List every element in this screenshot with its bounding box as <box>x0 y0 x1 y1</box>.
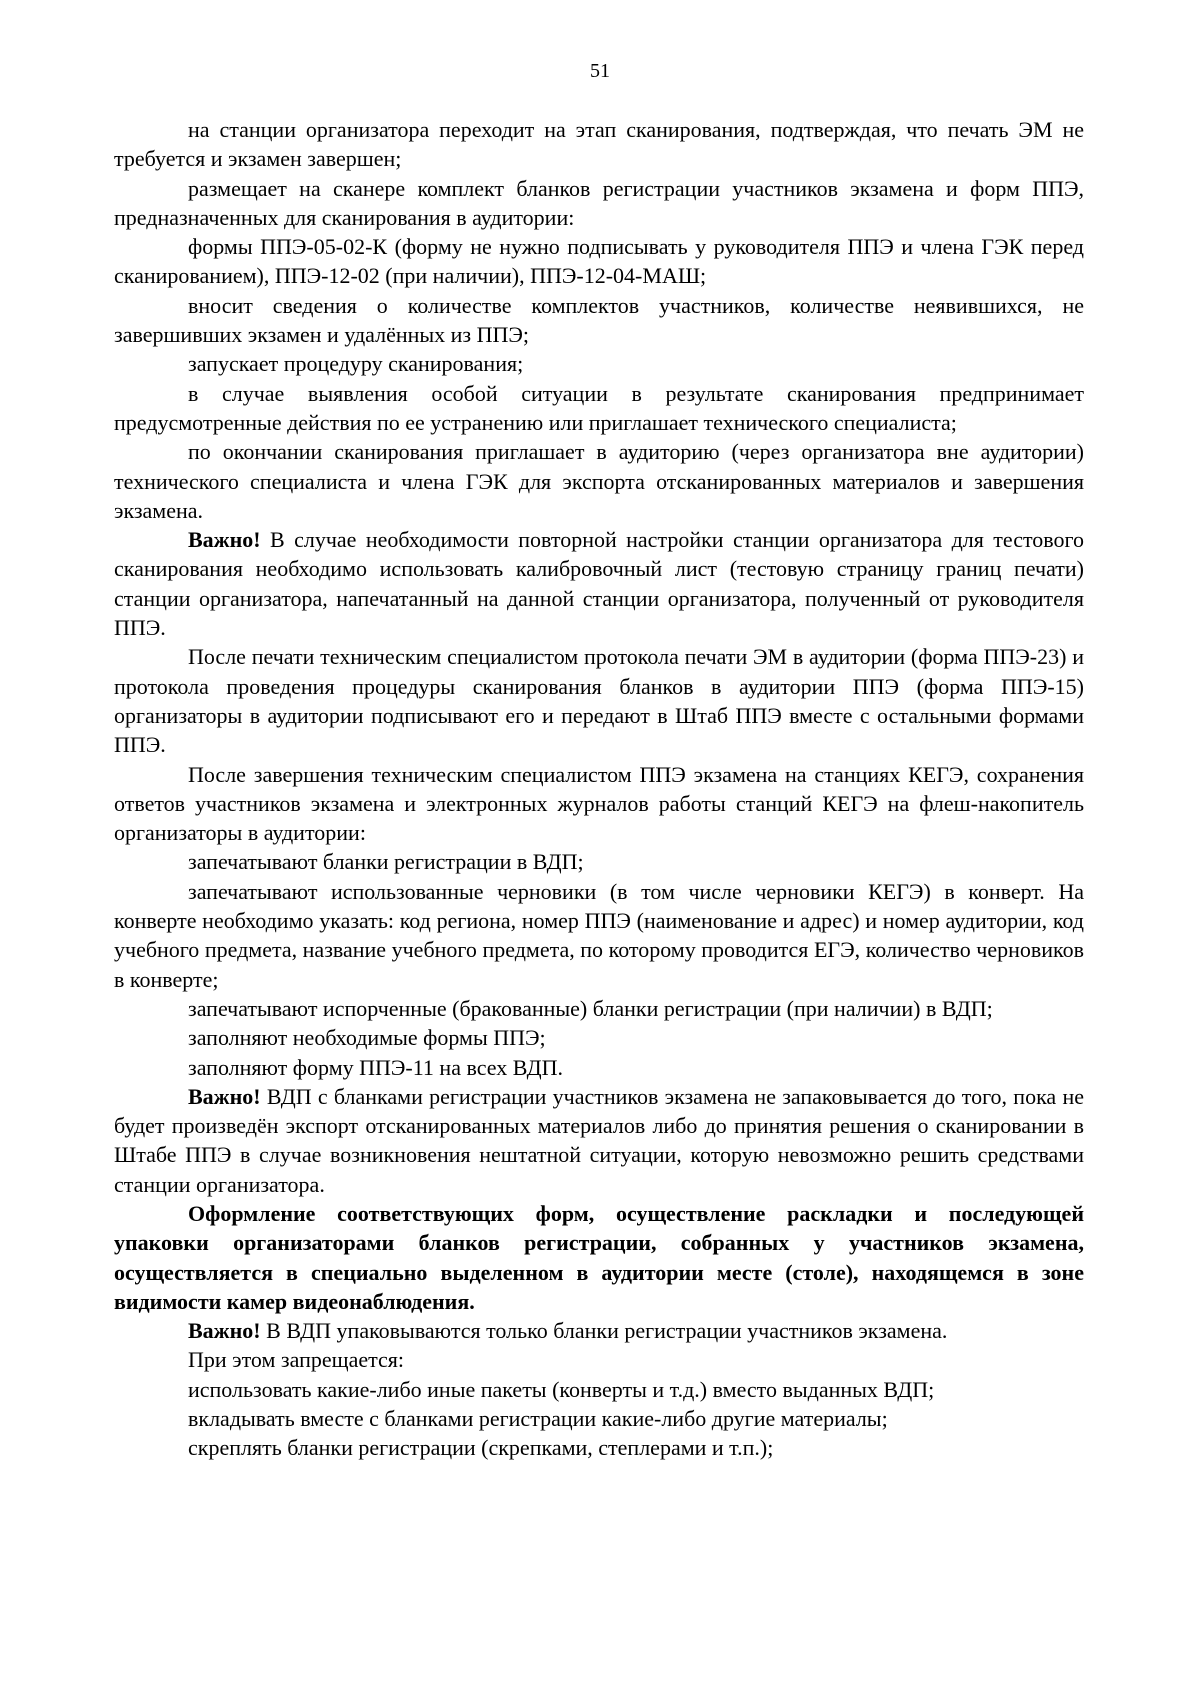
important-label: Важно! <box>188 1083 261 1109</box>
paragraph-text: Оформление соответствующих форм, осуществление раскладки и последующей упаковки организаторами бланков регистрации, собранных у участников экзамена, осуществляется в специально выделенном в аудитории месте (столе), находящемся в зоне видимости камер видеонаблюдения. <box>114 1200 1084 1314</box>
paragraph-text: вносит сведения о количестве комплектов участников, количестве неявившихся, не завершивших экзамен и удалённых из ППЭ; <box>114 292 1084 348</box>
paragraph-text: использовать какие-либо иные пакеты (конверты и т.д.) вместо выданных ВДП; <box>188 1376 935 1402</box>
paragraph <box>114 877 1084 994</box>
important-label: Важно! <box>188 1318 261 1344</box>
paragraph <box>114 115 1084 174</box>
paragraph <box>114 437 1084 525</box>
paragraph <box>114 1404 1084 1433</box>
page-number: 51 <box>590 60 610 82</box>
paragraph <box>114 847 1084 876</box>
paragraph-text: ВДП с бланками регистрации участников экзамена не запаковывается до того, пока не будет произведён экспорт отсканированных материалов либо до принятия решения о сканировании в Штабе ППЭ в случае возникновения нештатной ситуации, которую невозможно решить средствами станции организатора. <box>114 1083 1084 1197</box>
paragraph <box>114 1023 1084 1052</box>
important-note <box>114 525 1084 642</box>
paragraph-text: После завершения техническим специалистом ППЭ экзамена на станциях КЕГЭ, сохранения ответов участников экзамена и электронных журналов работы станций КЕГЭ на флеш-накопитель организаторы в аудитории: <box>114 761 1084 846</box>
bold-paragraph <box>114 1199 1084 1316</box>
paragraph-text: на станции организатора переходит на этап сканирования, подтверждая, что печать ЭМ не требуется и экзамен завершен; <box>114 117 1084 172</box>
important-label: Важно! <box>188 527 261 553</box>
paragraph-text: скреплять бланки регистрации (скрепками, степлерами и т.п.); <box>188 1435 774 1461</box>
paragraph <box>114 349 1084 378</box>
paragraph <box>114 1345 1084 1374</box>
paragraph <box>114 760 1084 848</box>
paragraph-text: размещает на сканере комплект бланков регистрации участников экзамена и форм ППЭ, предназначенных для сканирования в аудитории: <box>114 175 1084 230</box>
important-note <box>114 1082 1084 1199</box>
paragraph-text: запечатывают бланки регистрации в ВДП; <box>188 849 584 875</box>
paragraph-text: заполняют форму ППЭ-11 на всех ВДП. <box>188 1054 563 1080</box>
paragraph-text: В случае необходимости повторной настройки станции организатора для тестового сканирования необходимо использовать калибровочный лист (тестовую страницу границ печати) станции организатора, напечатанный на данной станции организатора, полученный от руководителя ППЭ. <box>114 527 1084 641</box>
paragraph <box>114 994 1084 1023</box>
paragraph-text: запечатывают испорченные (бракованные) бланки регистрации (при наличии) в ВДП; <box>188 995 993 1021</box>
paragraph <box>114 1053 1084 1082</box>
paragraph-text: заполняют необходимые формы ППЭ; <box>188 1025 546 1051</box>
paragraph-text: При этом запрещается: <box>188 1347 404 1373</box>
paragraph <box>114 291 1084 350</box>
important-note <box>114 1316 1084 1345</box>
paragraph <box>114 1375 1084 1404</box>
paragraph <box>114 174 1084 233</box>
paragraph-text: в случае выявления особой ситуации в результате сканирования предпринимает предусмотренные действия по ее устранению или приглашает технического специалиста; <box>114 380 1084 435</box>
paragraph-text: запечатывают использованные черновики (в том числе черновики КЕГЭ) в конверт. На конверте необходимо указать: код региона, номер ППЭ (наименование и адрес) и номер аудитории, код учебного предмета, название учебного предмета, по которому проводится ЕГЭ, количество черновиков в конверте; <box>114 878 1084 992</box>
paragraph <box>114 232 1084 291</box>
paragraph-text: формы ППЭ-05-02-К (форму не нужно подписывать у руководителя ППЭ и члена ГЭК перед сканированием), ППЭ-12-02 (при наличии), ППЭ-12-04-МАШ; <box>114 234 1084 289</box>
paragraph-text: В ВДП упаковываются только бланки регистрации участников экзамена. <box>260 1318 948 1344</box>
paragraph <box>114 1433 1084 1462</box>
paragraph <box>114 379 1084 438</box>
paragraph-text: После печати техническим специалистом протокола печати ЭМ в аудитории (форма ППЭ-23) и протокола проведения процедуры сканирования бланков в аудитории ППЭ (форма ППЭ-15) организаторы в аудитории подписывают его и передают в Штаб ППЭ вместе с остальными формами ППЭ. <box>114 644 1084 758</box>
paragraph <box>114 642 1084 759</box>
paragraph-text: запускает процедуру сканирования; <box>188 351 524 377</box>
paragraph-text: по окончании сканирования приглашает в аудиторию (через организатора вне аудитории) технического специалиста и члена ГЭК для экспорта отсканированных материалов и завершения экзамена. <box>114 439 1084 523</box>
paragraph-text: вкладывать вместе с бланками регистрации какие-либо другие материалы; <box>188 1406 888 1432</box>
document-body <box>114 115 1084 1463</box>
